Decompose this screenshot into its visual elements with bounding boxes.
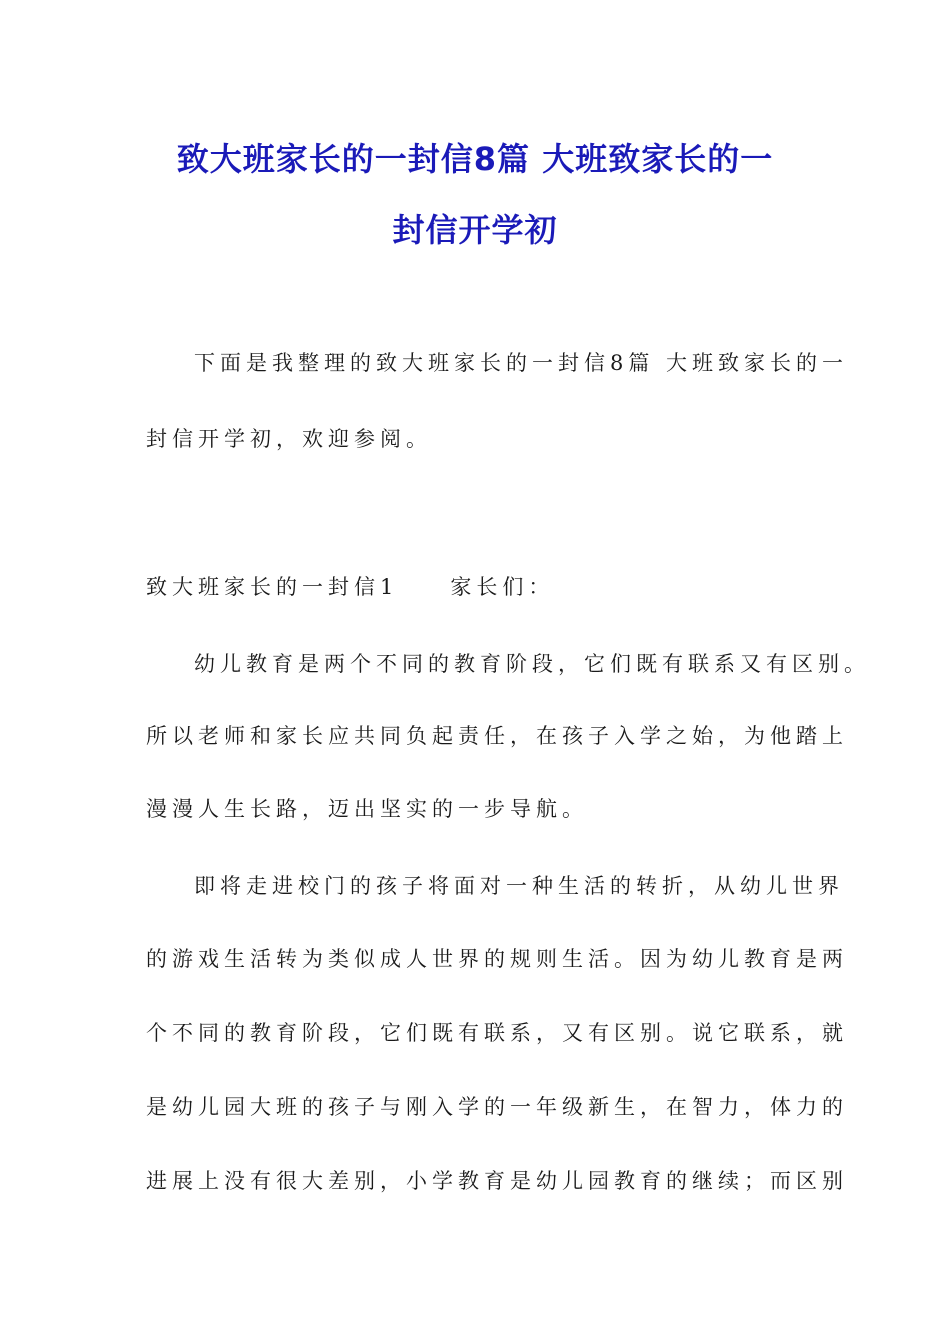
- intro-line-2: 封信开学初，欢迎参阅。: [146, 427, 432, 451]
- paragraph-line: 是幼儿园大班的孩子与刚入学的一年级新生，在智力，体力的: [146, 1095, 848, 1119]
- paragraph-line: 漫漫人生长路，迈出坚实的一步导航。: [146, 797, 588, 821]
- document-title-line-2: 封信开学初: [392, 211, 558, 249]
- paragraph-line: 个不同的教育阶段，它们既有联系，又有区别。说它联系，就: [146, 1021, 848, 1045]
- paragraph-line: 即将走进校门的孩子将面对一种生活的转折，从幼儿世界: [194, 874, 844, 898]
- intro-line-1: 下面是我整理的致大班家长的一封信8篇 大班致家长的一: [194, 351, 849, 375]
- section-heading: 致大班家长的一封信1 家长们：: [146, 575, 555, 599]
- paragraph-line: 所以老师和家长应共同负起责任，在孩子入学之始，为他踏上: [146, 724, 848, 748]
- paragraph-line: 幼儿教育是两个不同的教育阶段，它们既有联系又有区别。: [194, 652, 870, 676]
- paragraph-line: 的游戏生活转为类似成人世界的规则生活。因为幼儿教育是两: [146, 947, 848, 971]
- paragraph-line: 进展上没有很大差别，小学教育是幼儿园教育的继续；而区别: [146, 1169, 848, 1193]
- document-title-line-1: 致大班家长的一封信8篇 大班致家长的一: [176, 140, 774, 178]
